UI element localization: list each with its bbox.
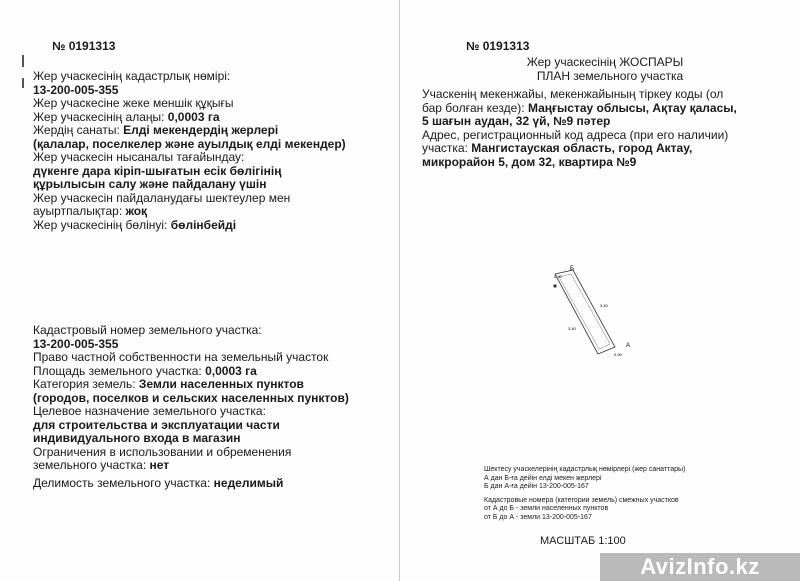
plot-diagram [540, 262, 640, 362]
scale-label: МАСШТАБ 1:100 [540, 535, 626, 547]
kz-restrictions-label: Жер учаскесін пайдаланудағы шектеулер мен [33, 190, 291, 205]
ru-restrictions-label: Ограничения в использовании и обременения [33, 444, 292, 459]
plan-title-kz: Жер учаскесінің ЖОСПАРЫ [526, 55, 684, 69]
ru-category-detail: (городов, поселков и сельских населенных пунктов) [33, 390, 349, 405]
plot-side-label-left: 3.40 [568, 326, 576, 331]
ru-cadastral-label: Кадастровый номер земельного участка: [33, 323, 262, 337]
adjacent-section [484, 466, 685, 522]
ru-divisibility: Делимость земельного участка: неделимый [33, 475, 284, 490]
ru-purpose-line2: индивидуального входа в магазин [33, 431, 241, 445]
plot-side-label-bottom: 0.90 [614, 352, 622, 357]
plan-title [400, 56, 800, 83]
kz-cadastral-label: Жер учаскесінің кадастрлық нөмірі: [33, 69, 231, 83]
kz-section [33, 70, 346, 232]
ru-ownership: Право частной собственности на земельный участок [33, 350, 329, 364]
ru-purpose-label: Целевое назначение земельного участка: [33, 404, 266, 418]
point-a-label: А [626, 343, 631, 349]
scan-mark [22, 78, 24, 88]
ru-category: Категория земель: Земли населенных пунктов [33, 377, 304, 391]
ru-section [33, 324, 349, 490]
kz-purpose-line2: құрылысын салу және пайдалану үшін [33, 177, 267, 191]
plot-inner-outline [559, 274, 610, 349]
adjacent-kz-label: Шектесу учаскелерінің кадастрлық нөмірлері (жер санаттары) [484, 466, 686, 473]
adjacent-ru-a-b: от А до Б - земли населенных пунктов [484, 505, 609, 512]
address-ru: участка: Мангистауская область, город Актау, [422, 141, 693, 155]
ru-restrictions: земельного участка: нет [33, 458, 170, 472]
certificate-number-right: № 0191313 [466, 39, 530, 53]
plot-side-label-top: 0.90 [554, 274, 562, 279]
kz-area: Жер учаскесінің алаңы: 0,0003 га [33, 109, 220, 124]
address-kz-label: Учаскенің мекенжайы, мекенжайының тіркеу коды (ол [422, 87, 724, 101]
address-section [422, 88, 737, 169]
adjacent-kz-a-b: А дан Б-ға дейін елді мекен жерлері [484, 474, 602, 482]
kz-purpose-line1: дүкенге дара кіріп-шығатын есік бөлігінің [33, 163, 282, 178]
adjacent-kz-b-a: Б дан А-ға дейін 13-200-005-167 [484, 483, 589, 490]
kz-divisibility: Жер учаскесінің бөлінуі: бөлінбейді [33, 217, 237, 232]
ru-cadastral-number: 13-200-005-355 [33, 336, 119, 351]
ru-purpose-line1: для строительства и эксплуатации части [33, 417, 280, 432]
plot-outline [555, 270, 615, 354]
kz-category-detail: (қалалар, поселкелер және ауылдық елді мекендер) [33, 136, 346, 151]
address-ru-label: Адрес, регистрационный код адреса (при его наличии) [422, 127, 729, 142]
plot-side-label-right: 3.40 [600, 303, 608, 308]
address-ru-line2: микрорайон 5, дом 32, квартира №9 [422, 154, 637, 169]
adjacent-ru-label: Кадастровые номера (категории земель) смежных участков [484, 496, 679, 504]
address-kz: бар болған кезде): Маңғыстау облысы, Ақтау қаласы, [422, 100, 737, 115]
site-watermark: AvizInfo.kz [600, 553, 800, 581]
plan-title-ru: ПЛАН земельного участка [536, 68, 684, 83]
survey-point [553, 284, 556, 287]
kz-restrictions: ауыртпалықтар: жоқ [33, 204, 148, 218]
kz-purpose-label: Жер учаскесін нысаналы тағайындау: [33, 150, 245, 164]
address-kz-line2: 5 шағын аудан, 32 үй, №9 пәтер [422, 114, 611, 128]
adjacent-ru-b-a: от Б до А - земли 13-200-005-167 [484, 513, 592, 521]
kz-cadastral-number: 13-200-005-355 [33, 82, 119, 97]
point-b-label: Б [570, 266, 574, 272]
scan-mark [22, 55, 24, 67]
certificate-number: № 0191313 [52, 39, 116, 53]
kz-ownership: Жер учаскесіне жеке меншік құқығы [33, 96, 234, 110]
ru-area: Площадь земельного участка: 0,0003 га [33, 363, 257, 378]
kz-category: Жердің санаты: Елді мекендердің жерлері [33, 123, 279, 137]
